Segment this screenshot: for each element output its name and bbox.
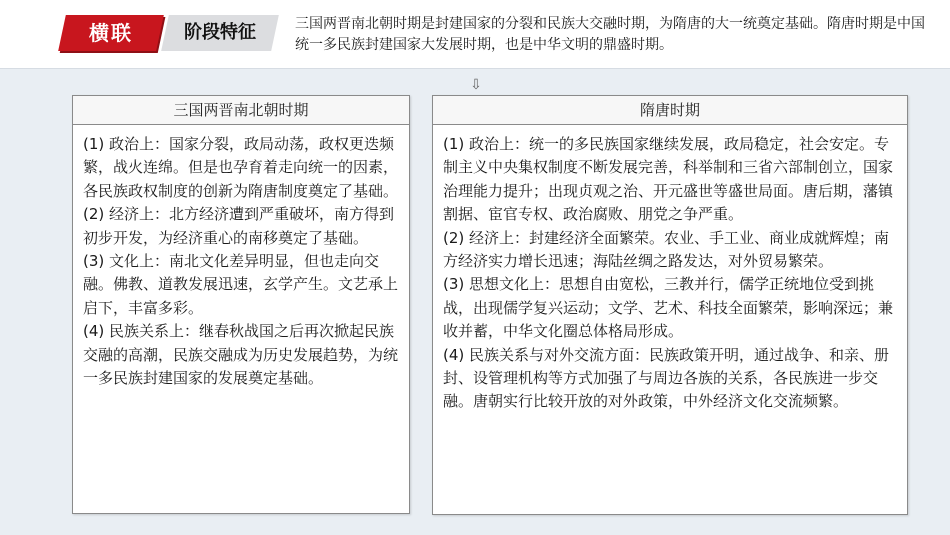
stage-summary: 三国两晋南北朝时期是封建国家的分裂和民族大交融时期，为隋唐的大一统奠定基础。隋唐时期是中国统一多民族封建国家大发展时期，也是中华文明的鼎盛时期。 (295, 16, 925, 53)
list-item: (2) 经济上：封建经济全面繁荣。农业、手工业、商业成就辉煌；南方经济实力增长迅速；海陆丝绸之路发达，对外贸易繁荣。 (443, 228, 890, 271)
list-item: (3) 思想文化上：思想自由宽松，三教并行，儒学正统地位受到挑战，出现儒学复兴运动；文学、艺术、科技全面繁荣，影响深远；兼收并蓄，中华文化圈总体格局形成。 (443, 275, 894, 341)
tag-stage-features: 阶段特征 (184, 22, 256, 43)
list-item: (1) 政治上：国家分裂，政局动荡，政权更迭频繁，战火连绵。但是也孕育着走向统一的因素，各民族政权制度的创新为隋唐制度奠定了基础。 (83, 135, 399, 200)
panel-body (73, 125, 409, 390)
header-bar (0, 0, 950, 69)
tag-heng-lian: 横联 (89, 21, 133, 45)
panel-title: 隋唐时期 (433, 96, 907, 125)
list-item: (4) 民族关系上：继春秋战国之后再次掀起民族交融的高潮，民族交融成为历史发展趋势，为统一多民族封建国家的发展奠定基础。 (83, 322, 399, 388)
list-item: (1) 政治上：统一的多民族国家继续发展，政局稳定，社会安定。专制主义中央集权制度不断发展完善，科举制和三省六部制创立，国家治理能力提升；出现贞观之治、开元盛世等盛世局面。唐后期，藩镇割据、宦官专权、政治腐败、朋党之争严重。 (443, 135, 894, 224)
down-arrow-icon: ⇩ (470, 77, 482, 93)
list-item: (3) 文化上：南北文化差异明显，但也走向交融。佛教、道教发展迅速，玄学产生。文艺承上启下，丰富多彩。 (83, 252, 399, 317)
panel-title: 三国两晋南北朝时期 (73, 96, 409, 125)
panel-sui-tang (432, 95, 908, 515)
list-item: (2) 经济上：北方经济遭到严重破坏，南方得到初步开发，为经济重心的南移奠定了基础。 (83, 205, 395, 247)
list-item: (4) 民族关系与对外交流方面：民族政策开明，通过战争、和亲、册封、设管理机构等方式加强了与周边各族的关系，各民族进一步交融。唐朝实行比较开放的对外政策，中外经济文化交流频繁。 (443, 345, 890, 411)
panel-body (433, 125, 907, 414)
panel-three-kingdoms (72, 95, 410, 514)
